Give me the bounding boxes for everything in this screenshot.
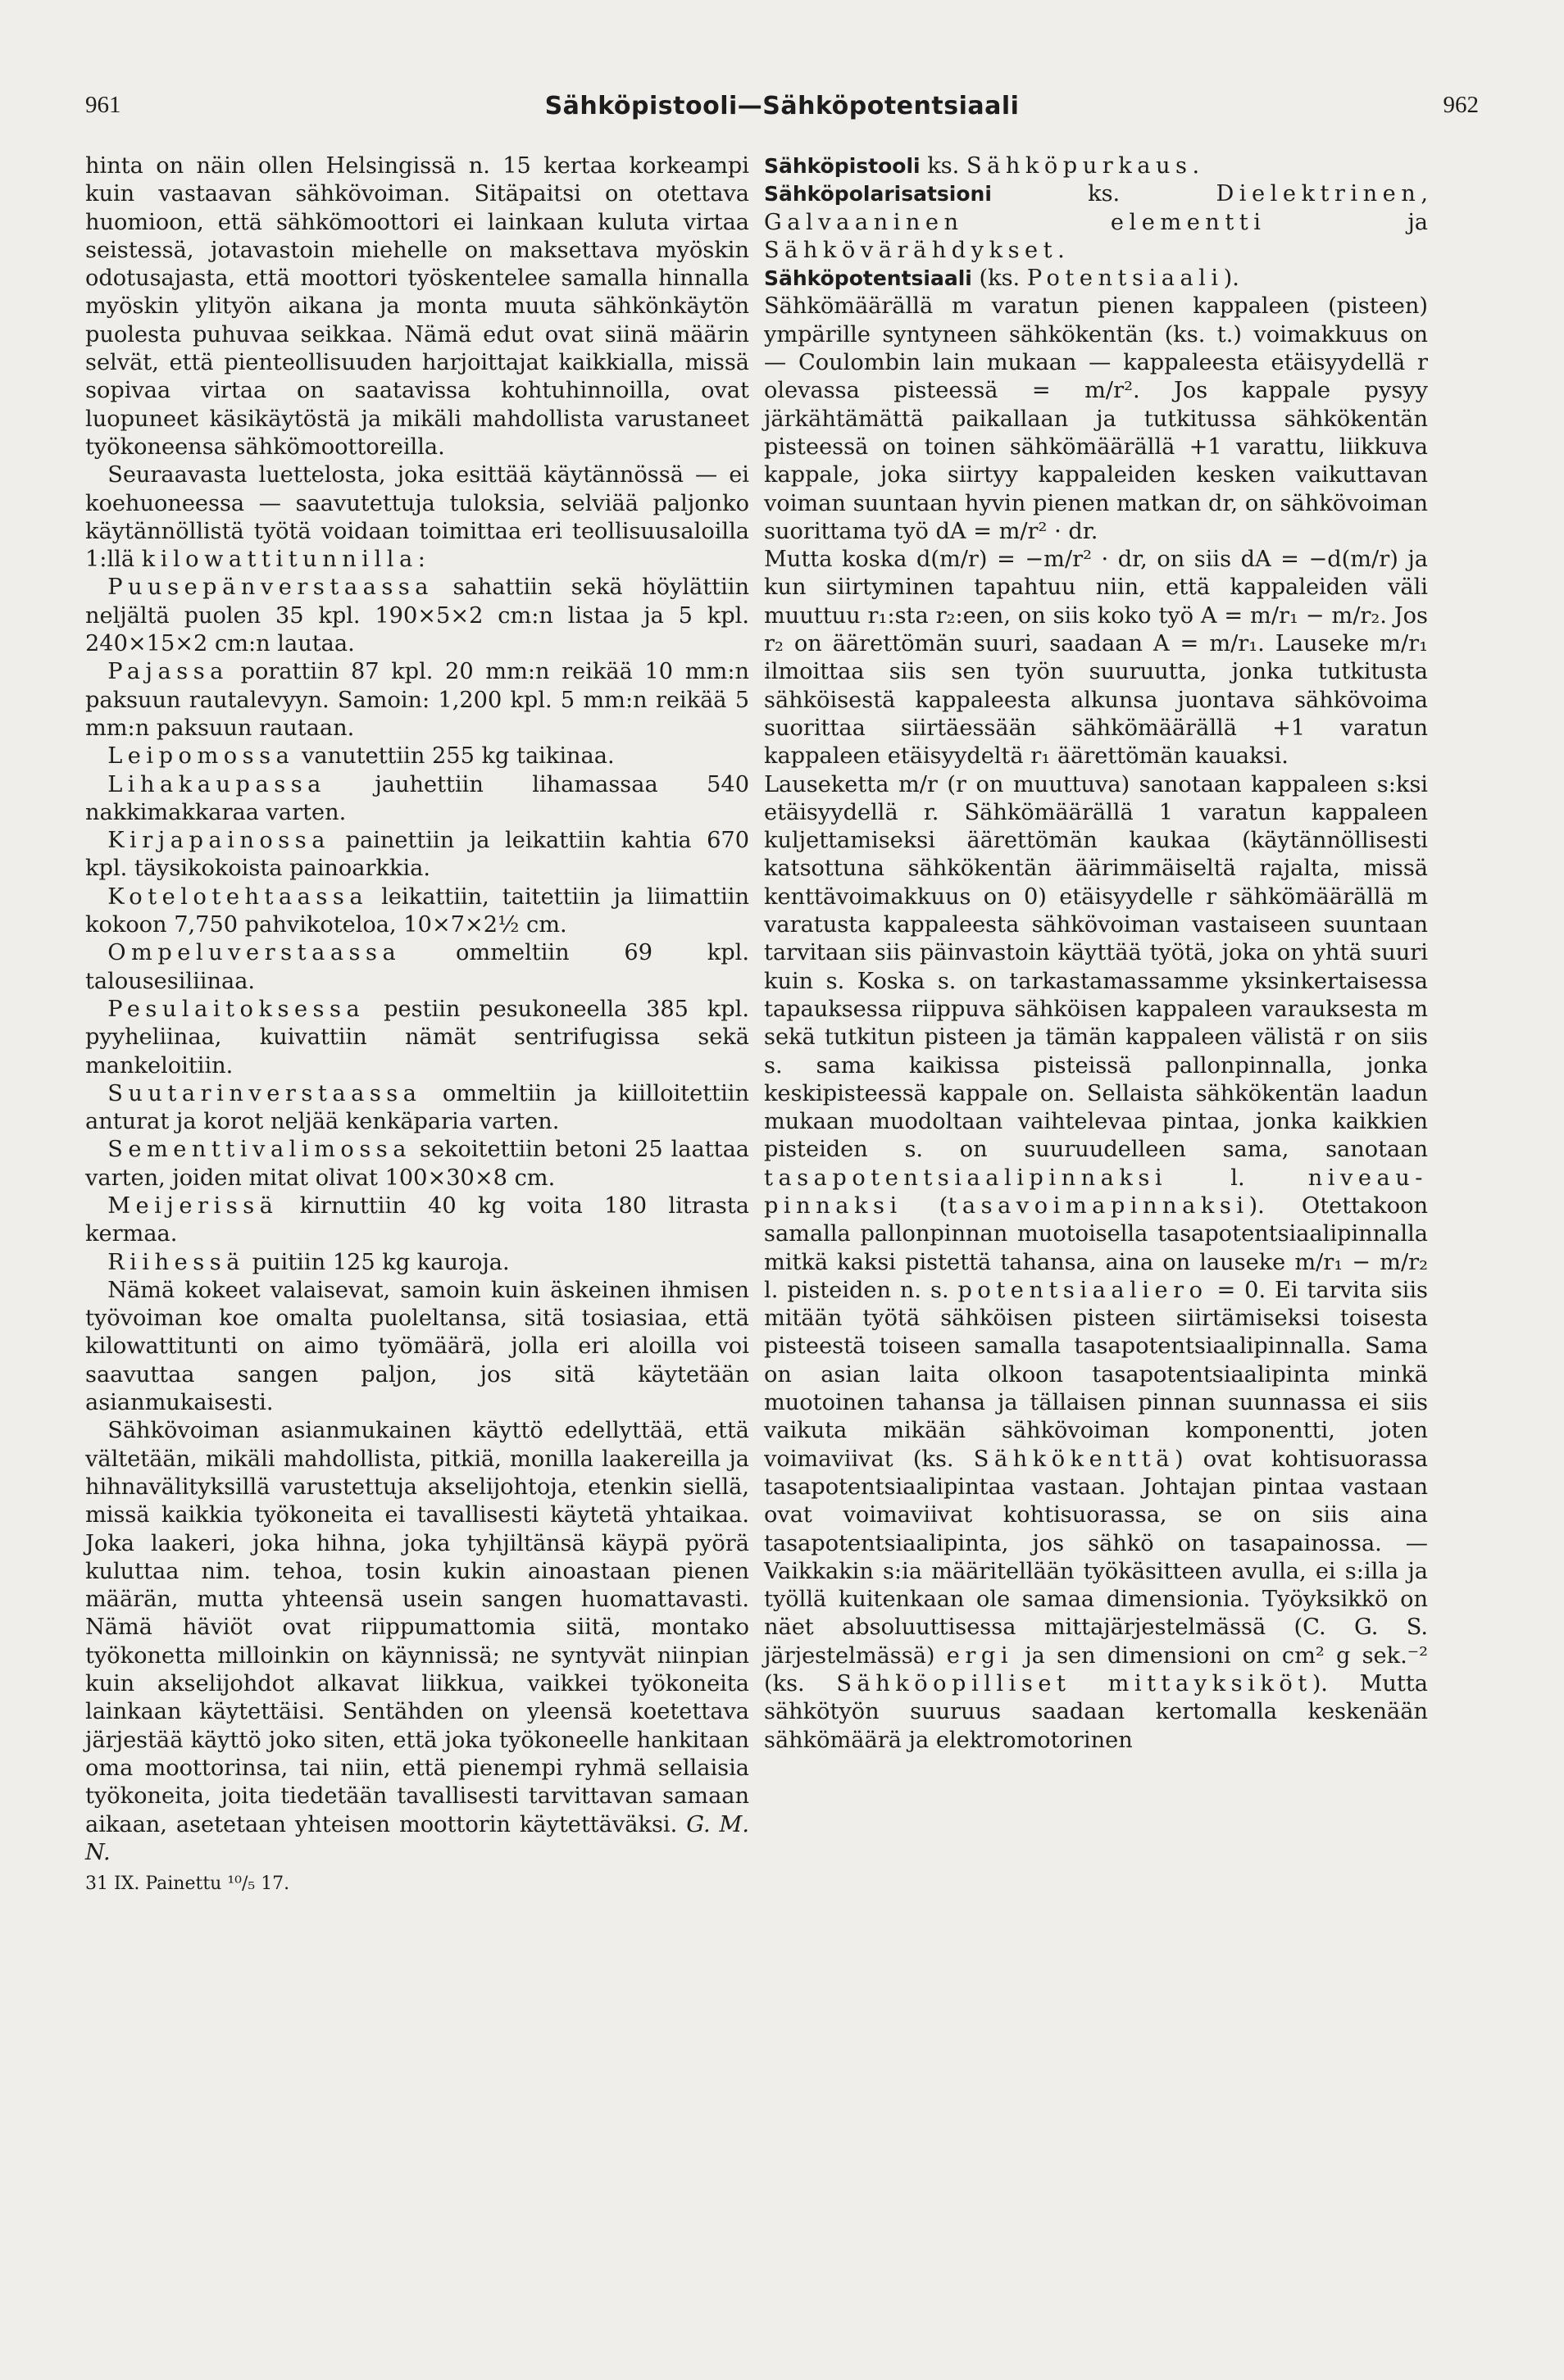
paragraph-work: Mutta koska d(m/r) = −m/r² · dr, on siis dA = −d(m/r) ja kun siirtyminen tapahtuu niin, että kappaleiden väli muuttuu r₁:sta r₂:een, on siis koko työ A = m/r₁ − m/r₂. Jos r₂ on äärettömän suuri, saadaan A = m/r₁. Lauseke m/r₁ ilmoittaa siis sen työn suuruutta, jonka tutkitusta sähköisestä kappaleesta alkunsa juontava sähkövoima suorittaa siirtäessään sähkömäärällä +1 varatun kappaleen etäisyydeltä r₁ äärettömän kauaksi. xyxy=(764,547,1428,770)
signature: G. M. N. xyxy=(85,1811,749,1865)
list-item: Puusepänverstaassa sahattiin sekä höylättiin neljältä puolen 35 kpl. 190×5×2 cm:n listaa ja 5 kpl. 240×15×2 cm:n lautaa. xyxy=(85,575,749,657)
results-list xyxy=(85,574,749,1276)
list-item: Pesulaitoksessa pestiin pesukoneella 385 kpl. pyyheliinaa, kuivattiin nämät sentrifugissa sekä mankeloitiin. xyxy=(85,996,749,1079)
list-item: Pajassa porattiin 87 kpl. 20 mm:n reikää 10 mm:n paksuun rautalevyyn. Samoin: 1,200 kpl. 5 mm:n reikää 5 mm:n paksuun rautaan. xyxy=(85,659,749,741)
list-item: Suutarinverstaassa ommeltiin ja kiilloitettiin anturat ja korot neljää kenkäparia varten. xyxy=(85,1080,749,1135)
list-item: Riihessä puitiin 125 kg kauroja. xyxy=(107,1249,510,1275)
page-number-right: 962 xyxy=(1443,92,1479,118)
entry-sahkopolarisatsioni: Sähköpolarisatsioni ks. Dielektrinen, Galvaaninen elementti ja Sähkövärähdykset. xyxy=(764,181,1428,263)
list-item: Lihakaupassa jauhettiin lihamassaa 540 nakkimakkaraa varten. xyxy=(85,771,749,825)
paragraph-conclusion: Nämä kokeet valaisevat, samoin kuin äskeinen ihmisen työvoiman koe omalta puoleltansa, sitä tosiasiaa, että kilowattitunti on aimo työmäärä, jolla eri aloilla voi saavuttaa sangen paljon, jos sitä käytetään asianmukaisesti. xyxy=(85,1277,749,1416)
paragraph-list-intro: Seuraavasta luettelosta, joka esittää käytännössä — ei koehuoneessa — saavutettuja tuloksia, selviää paljonko käytännöllistä työtä voidaan toimittaa eri teollisuusaloilla 1:llä kilowattitunnilla: xyxy=(85,462,749,573)
paragraph-cost: hinta on näin ollen Helsingissä n. 15 kertaa korkeampi kuin vastaavan sähkövoiman. Sitäpaitsi on otettava huomioon, että sähkömoottori ei lainkaan kuluta virtaa seistessä, jotavastoin miehelle on maksettava myöskin odotusajasta, että moottori työskentelee samalla hinnalla myöskin ylityön aikana ja monta muuta sähkönkäytön puolesta puhuvaa seikkaa. Nämä edut ovat siinä määrin selvät, että pienteollisuuden harjoittajat kaikkialla, missä sopivaa virtaa on saatavissa kohtuhinnoilla, ovat luopuneet käsikäytöstä ja mikäli mahdollista varustaneet työkoneensa sähkömoottoreilla. xyxy=(85,153,749,460)
left-column xyxy=(85,152,749,1898)
print-footer: 31 IX. Painettu ¹⁰/₅ 17. xyxy=(85,1874,290,1895)
entry-sahkopotentsiaali: Sähköpotentsiaali (ks. Potentsiaali). xyxy=(764,266,1239,292)
list-item: Meijerissä kirnuttiin 40 kg voita 180 litrasta kermaa. xyxy=(85,1192,749,1247)
paragraph-potential: Lauseketta m/r (r on muuttuva) sanotaan kappaleen s:ksi etäisyydellä r. Sähkömäärällä 1 varatun kappaleen kuljettamiseksi äärettömän kaukaa (käytännöllisesti katsottuna sähkökentän äärimmäiseltä rajalta, missä kenttävoimakkuus on 0) etäisyydelle r sähkömäärällä m varatusta kappaleesta sähkövoiman vastaiseen suuntaan tarvitaan siis päinvastoin käyttää työtä, joka on yhtä suuri kuin s. Koska s. on tarkastamassamme yksinkertaisessa tapauksessa riippuva sähköisen kappaleen varauksesta m sekä tutkitun pisteen ja tämän kappaleen välistä r on siis s. sama kaikissa pisteissä pallonpinnalla, jonka keskipisteessä kappale on. Sellaista sähkökentän laadun mukaan muodoltaan vaihtelevaa pintaa, jonka kaikkien pisteiden s. on suuruudelleen sama, sanotaan tasapotentsiaalipinnaksi l. niveau-pinnaksi (tasavoimapinnaksi). Otettakoon samalla pallonpinnan muotoisella tasapotentsiaalipinnalla mitkä kaksi pistettä tahansa, aina on lauseke m/r₁ − m/r₂ l. pisteiden n. s. potentsiaaliero = 0. Ei tarvita siis mitään työtä sähköisen pisteen siirtämiseksi toisesta pisteestä toiseen samalla tasapotentsiaalipinnalla. Sama on asian laita olkoon tasapotentsiaalipinta minkä muotoinen tahansa ja tällaisen pinnan suunnassa ei siis vaikuta mikään sähkövoiman komponentti, joten voimaviivat (ks. Sähkökenttä) ovat kohtisuorassa tasapotentsiaalipintaa vastaan. Johtajan pintaa vastaan ovat voimaviivat kohtisuorassa, se on siis aina tasapotentsiaalipinta, jos sähkö on tasapainossa. — Vaikkakin s:ia määritellään työkäsitteen avulla, ei s:illa ja työllä kuitenkaan ole samaa dimensionia. Työyksikkö on näet absoluuttisessa mittajärjestelmässä (C. G. S. järjestelmässä) ergi ja sen dimensioni on cm² g sek.⁻² (ks. Sähköopilliset mittayksiköt). Mutta sähkötyön suuruus saadaan kertomalla keskenään sähkömäärä ja elektromotorinen xyxy=(764,771,1429,1753)
right-column xyxy=(764,152,1428,1755)
list-item: Ompeluverstaassa ommeltiin 69 kpl. talousesiliinaa. xyxy=(85,940,749,994)
list-item: Kirjapainossa painettiin ja leikattiin kahtia 670 kpl. täysikokoista painoarkkia. xyxy=(85,828,749,882)
page-header xyxy=(85,92,1479,133)
entry-sahkopistooli: Sähköpistooli ks. Sähköpurkaus. xyxy=(764,153,1200,179)
list-item: Kotelotehtaassa leikattiin, taitettiin ja liimattiin kokoon 7,750 pahvikoteloa, 10×7×2½ cm. xyxy=(85,883,749,938)
running-title: Sähköpistooli—Sähköpotentsiaali xyxy=(544,92,1020,120)
paragraph-usage: Sähkövoiman asianmukainen käyttö edellyttää, että vältetään, mikäli mahdollista, pitkiä, monilla laakereilla ja hihnavälityksillä varustettuja akselijohtoja, etenkin siellä, missä kaikkia työkoneita ei tavallisesti käytetä yhtaikaa. Joka laakeri, joka hihna, joka tyhjiltänsä käypä pyörä kuluttaa nim. tehoa, tosin kukin ainoastaan pienen määrän, mutta yhteensä usein sangen huomattavasti. Nämä häviöt ovat riippumattomia siitä, montako työkonetta milloinkin on käynnissä; ne syntyvät niinpian kuin akselijohdot alkavat liikkua, vaikkei työkoneita lainkaan käytettäisi. Sentähden on yleensä koetettava järjestää käyttö joko siten, että joka työkoneelle hankitaan oma moottorinsa, tai niin, että pienempi ryhmä sellaisia työkoneita, joita tiedetään tavallisesti tarvittavan samaan aikaan, asetetaan yhteisen moottorin käytettäväksi. G. M. N. xyxy=(85,1418,749,1865)
paragraph-coulomb: Sähkömäärällä m varatun pienen kappaleen (pisteen) ympärille syntyneen sähkökentän (ks. t.) voimakkuus on — Coulombin lain mukaan — kappaleesta etäisyydellä r olevassa pisteessä = m/r². Jos kappale pysyy järkähtämättä paikallaan ja tutkitussa sähkökentän pisteessä on toinen sähkömäärällä +1 varattu, liikkuva kappale, joka siirtyy kappaleiden kesken vaikuttavan voiman suuntaan hyvin pienen matkan dr, on sähkövoiman suorittama työ dA = m/r² · dr. xyxy=(764,293,1428,544)
list-item: Sementtivalimossa sekoitettiin betoni 25 laattaa varten, joiden mitat olivat 100×30×8 cm. xyxy=(85,1137,749,1191)
list-item: Leipomossa vanutettiin 255 kg taikinaa. xyxy=(107,743,615,770)
page-number-left: 961 xyxy=(85,92,121,118)
